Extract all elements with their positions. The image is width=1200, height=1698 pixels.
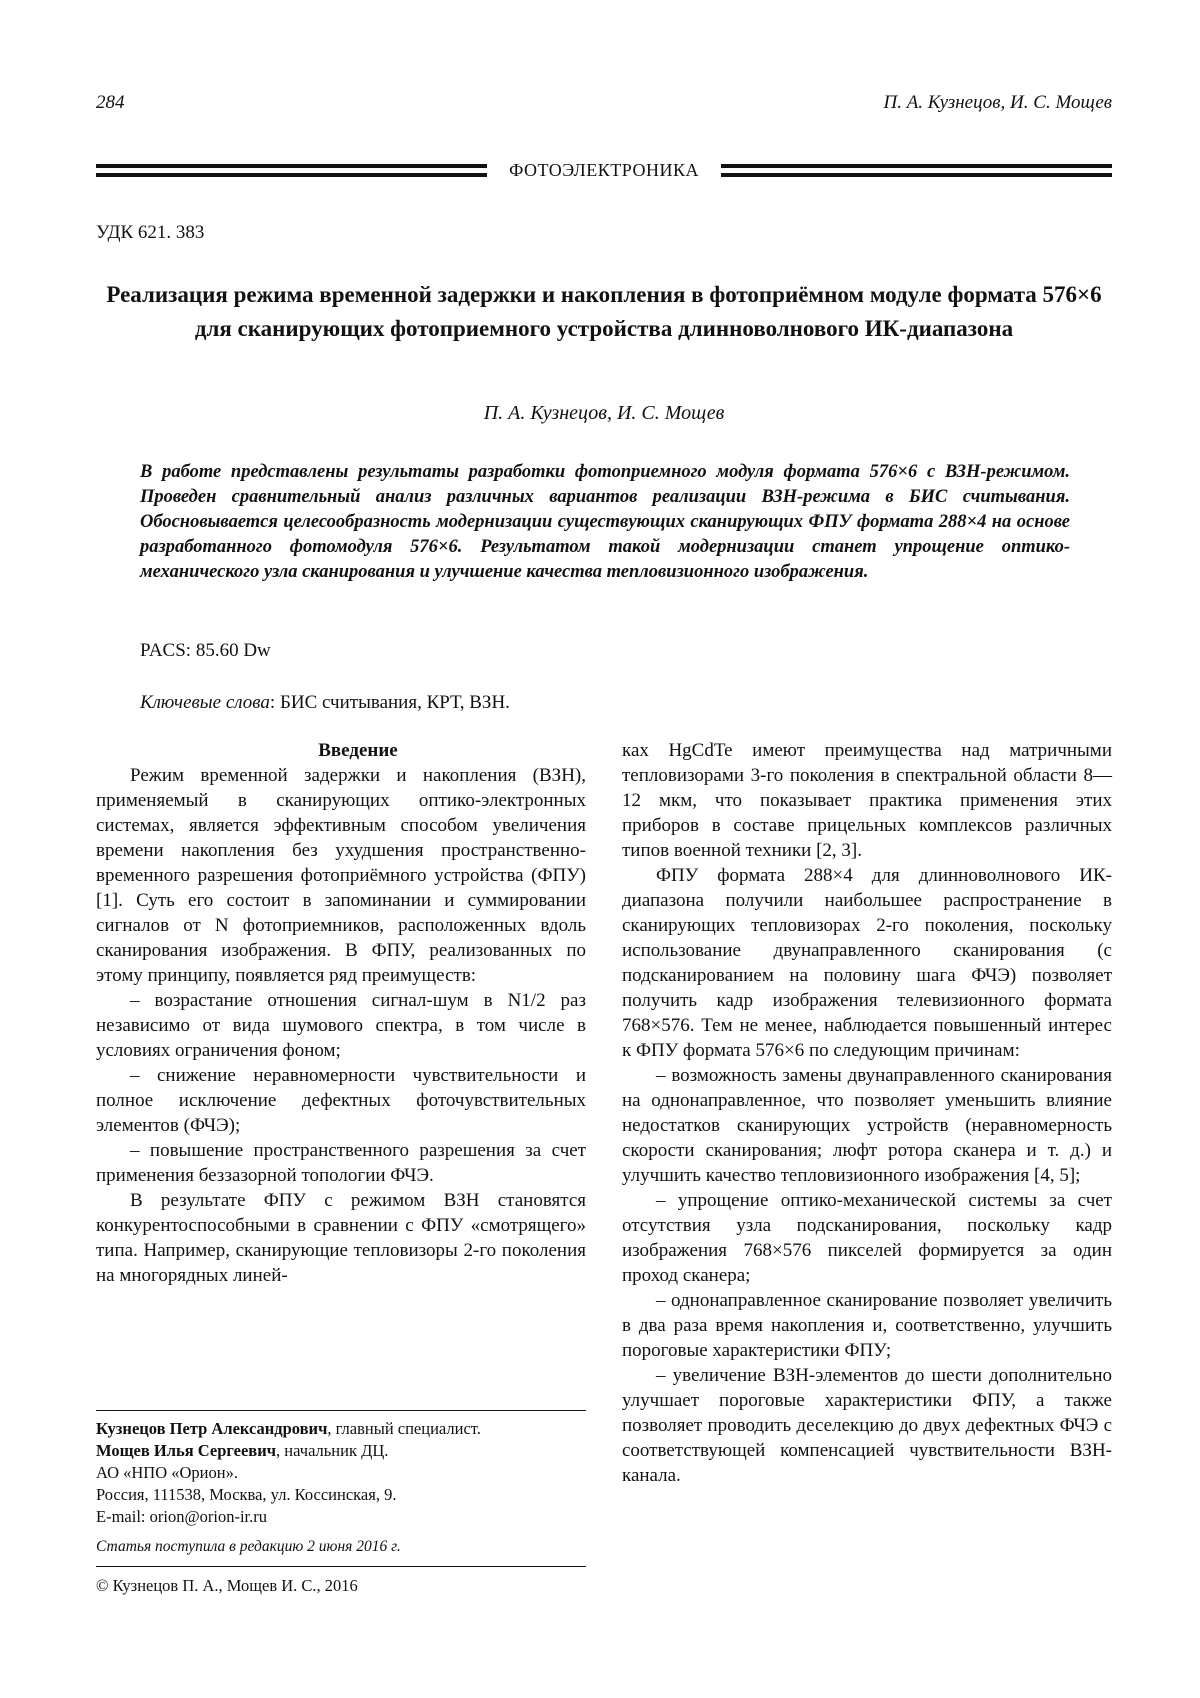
copyright: © Кузнецов П. А., Мощев И. С., 2016 bbox=[96, 1576, 358, 1595]
list-item: – возможность замены двунаправленного сканирования на однонаправленное, что позволяет уменьшить влияние недостатков сканирующих устройств (неравномерность скорости сканирования; люфт ротора сканера и т. д.) и улучшить качество тепловизионного изображения [4, 5]; bbox=[622, 1065, 1112, 1186]
udc-code: УДК 621. 383 bbox=[96, 222, 205, 243]
address: Россия, 111538, Москва, ул. Коссинская, 9. bbox=[96, 1485, 397, 1504]
author2-line bbox=[96, 1440, 586, 1462]
list-item: – однонаправленное сканирование позволяет увеличить в два раза время накопления и, соответственно, улучшить пороговые характеристики ФПУ; bbox=[622, 1290, 1112, 1361]
banner-rule-left bbox=[96, 164, 487, 177]
article-authors: П. А. Кузнецов, И. С. Мощев bbox=[483, 402, 725, 424]
abstract: В работе представлены результаты разработки фотоприемного модуля формата 576×6 с ВЗН-режимом. Проведен сравнительный анализ различных вариантов реализации ВЗН-режима в БИС считывания. Обосновывается целесообразность модернизации существующих сканирующих ФПУ формата 288×4 на основе разработанного фотомодуля 576×6. Результатом такой модернизации станет упрощение оптико-механического узла сканирования и улучшение качества тепловизионного изображения. bbox=[140, 462, 1070, 582]
keywords-list: : БИС считывания, КРТ, ВЗН. bbox=[269, 692, 510, 713]
organization: АО «НПО «Орион». bbox=[96, 1463, 238, 1482]
pacs-code: PACS: 85.60 Dw bbox=[140, 640, 271, 661]
running-head-authors: П. А. Кузнецов, И. С. Мощев bbox=[883, 92, 1112, 113]
author1-line bbox=[96, 1418, 586, 1440]
email: E-mail: orion@orion-ir.ru bbox=[96, 1507, 267, 1526]
intro-heading: Введение bbox=[318, 740, 398, 761]
list-item: – возрастание отношения сигнал-шум в N1/2 раз независимо от вида шумового спектра, в том числе в условиях ограничения фоном; bbox=[96, 990, 586, 1061]
list-item: – снижение неравномерности чувствительности и полное исключение дефектных фоточувствительных элементов (ФЧЭ); bbox=[96, 1065, 586, 1136]
author2-role: , начальник ДЦ. bbox=[276, 1441, 389, 1460]
page-number: 284 bbox=[96, 92, 125, 113]
keywords-label: Ключевые слова bbox=[140, 692, 270, 713]
received-date: Статья поступила в редакцию 2 июня 2016 г. bbox=[96, 1538, 401, 1555]
paragraph: ФПУ формата 288×4 для длинноволнового ИК-диапазона получили наибольшее распространение в сканирующих тепловизорах 2-го поколения, поскольку использование двунаправленного сканирования (с подсканированием на половину шага ФЧЭ) позволяет получить кадр изображения телевизионного формата 768×576. Тем не менее, наблюдается повышенный интерес к ФПУ формата 576×6 по следующим причинам: bbox=[622, 865, 1112, 1061]
section-banner bbox=[96, 152, 1112, 188]
list-item: – повышение пространственного разрешения за счет применения беззазорной топологии ФЧЭ. bbox=[96, 1140, 586, 1186]
paragraph: ках HgCdTe имеют преимущества над матричными тепловизорами 3-го поколения в спектральной области 8—12 мкм, что показывает практика применения этих приборов в составе прицельных комплексов различных типов военной техники [2, 3]. bbox=[622, 740, 1112, 861]
list-item: – увеличение ВЗН-элементов до шести дополнительно улучшает пороговые характеристики ФПУ, а также позволяет проводить деселекцию до двух дефектных ФЧЭ с соответствующей компенсацией чувствительности ВЗН-канала. bbox=[622, 1365, 1112, 1486]
copyright-divider bbox=[96, 1566, 586, 1567]
footnote-divider bbox=[96, 1410, 586, 1411]
paragraph: Режим временной задержки и накопления (ВЗН), применяемый в сканирующих оптико-электронных системах, является эффективным способом увеличения времени накопления без ухудшения пространственно-временного разрешения фотоприёмного устройства (ФПУ) [1]. Суть его состоит в запоминании и суммировании сигналов от N фотоприемников, расположенных вдоль сканирования изображения. В ФПУ, реализованных по этому принципу, появляется ряд преимуществ: bbox=[96, 765, 586, 986]
keywords bbox=[140, 692, 510, 714]
list-item: – упрощение оптико-механической системы за счет отсутствия узла подсканирования, поскольку кадр изображения 768×576 пикселей формируется за один проход сканера; bbox=[622, 1190, 1112, 1286]
body-column-left bbox=[96, 738, 586, 1288]
section-title: ФОТОЭЛЕКТРОНИКА bbox=[509, 159, 699, 180]
author1-name: Кузнецов Петр Александрович bbox=[96, 1419, 328, 1438]
author2-name: Мощев Илья Сергеевич bbox=[96, 1441, 277, 1460]
article-title: Реализация режима временной задержки и накопления в фотоприёмном модуле формата 576×6 для сканирующих фотоприемного устройства длинноволнового ИК-диапазона bbox=[106, 282, 1102, 341]
banner-rule-right bbox=[721, 164, 1112, 177]
author1-role: , главный специалист. bbox=[327, 1419, 481, 1438]
author-affiliations bbox=[96, 1418, 586, 1528]
paragraph: В результате ФПУ с режимом ВЗН становятся конкурентоспособными в сравнении с ФПУ «смотрящего» типа. Например, сканирующие тепловизоры 2-го поколения на многорядных линей- bbox=[96, 1190, 586, 1286]
body-column-right bbox=[622, 738, 1112, 1488]
